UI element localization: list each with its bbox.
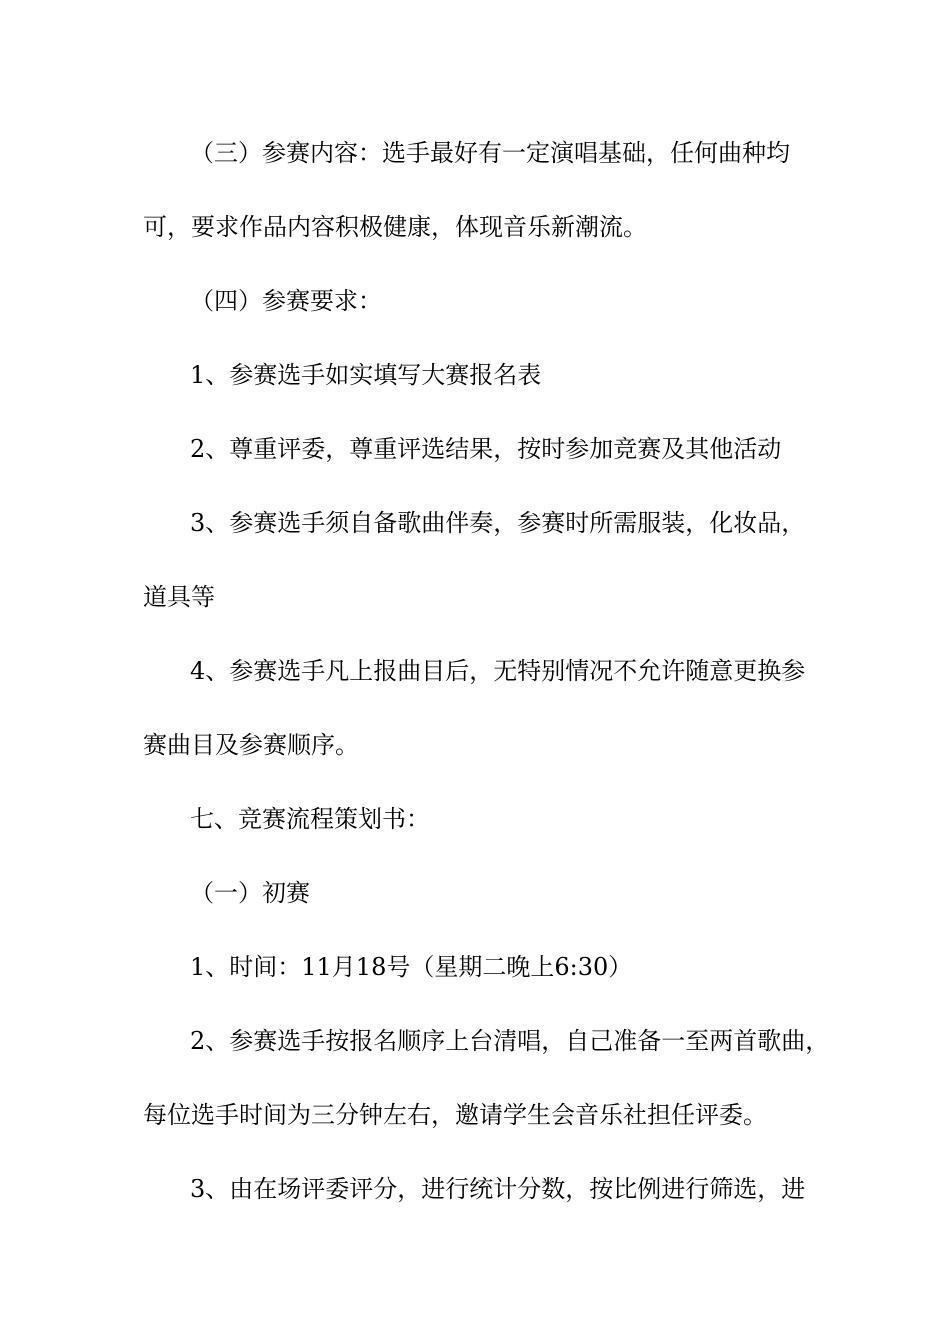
list-item: 2、尊重评委，尊重评选结果，按时参加竞赛及其他活动 bbox=[190, 435, 782, 463]
section-heading: 七、竞赛流程策划书： bbox=[190, 805, 430, 833]
list-item: 2、参赛选手按报名顺序上台清唱，自己准备一至两首歌曲， bbox=[190, 1027, 830, 1055]
list-item: 1、参赛选手如实填写大赛报名表 bbox=[190, 361, 542, 389]
list-item: 3、由在场评委评分，进行统计分数，按比例进行筛选，进 bbox=[190, 1175, 806, 1203]
list-item-continuation: 每位选手时间为三分钟左右，邀请学生会音乐社担任评委。 bbox=[143, 1101, 767, 1129]
list-item-continuation: 道具等 bbox=[143, 583, 215, 611]
list-item: 1、时间：11月18号（星期二晚上6:30） bbox=[190, 953, 633, 981]
subsection-heading: （一）初赛 bbox=[190, 879, 310, 907]
list-item: 3、参赛选手须自备歌曲伴奏，参赛时所需服装，化妆品， bbox=[190, 509, 806, 537]
section-heading: （四）参赛要求： bbox=[190, 287, 382, 315]
paragraph-line: （三）参赛内容：选手最好有一定演唱基础，任何曲种均 bbox=[190, 139, 790, 167]
list-item: 4、参赛选手凡上报曲目后，无特别情况不允许随意更换参 bbox=[190, 657, 806, 685]
list-item-continuation: 赛曲目及参赛顺序。 bbox=[143, 731, 359, 759]
paragraph-line: 可，要求作品内容积极健康，体现音乐新潮流。 bbox=[143, 213, 647, 241]
